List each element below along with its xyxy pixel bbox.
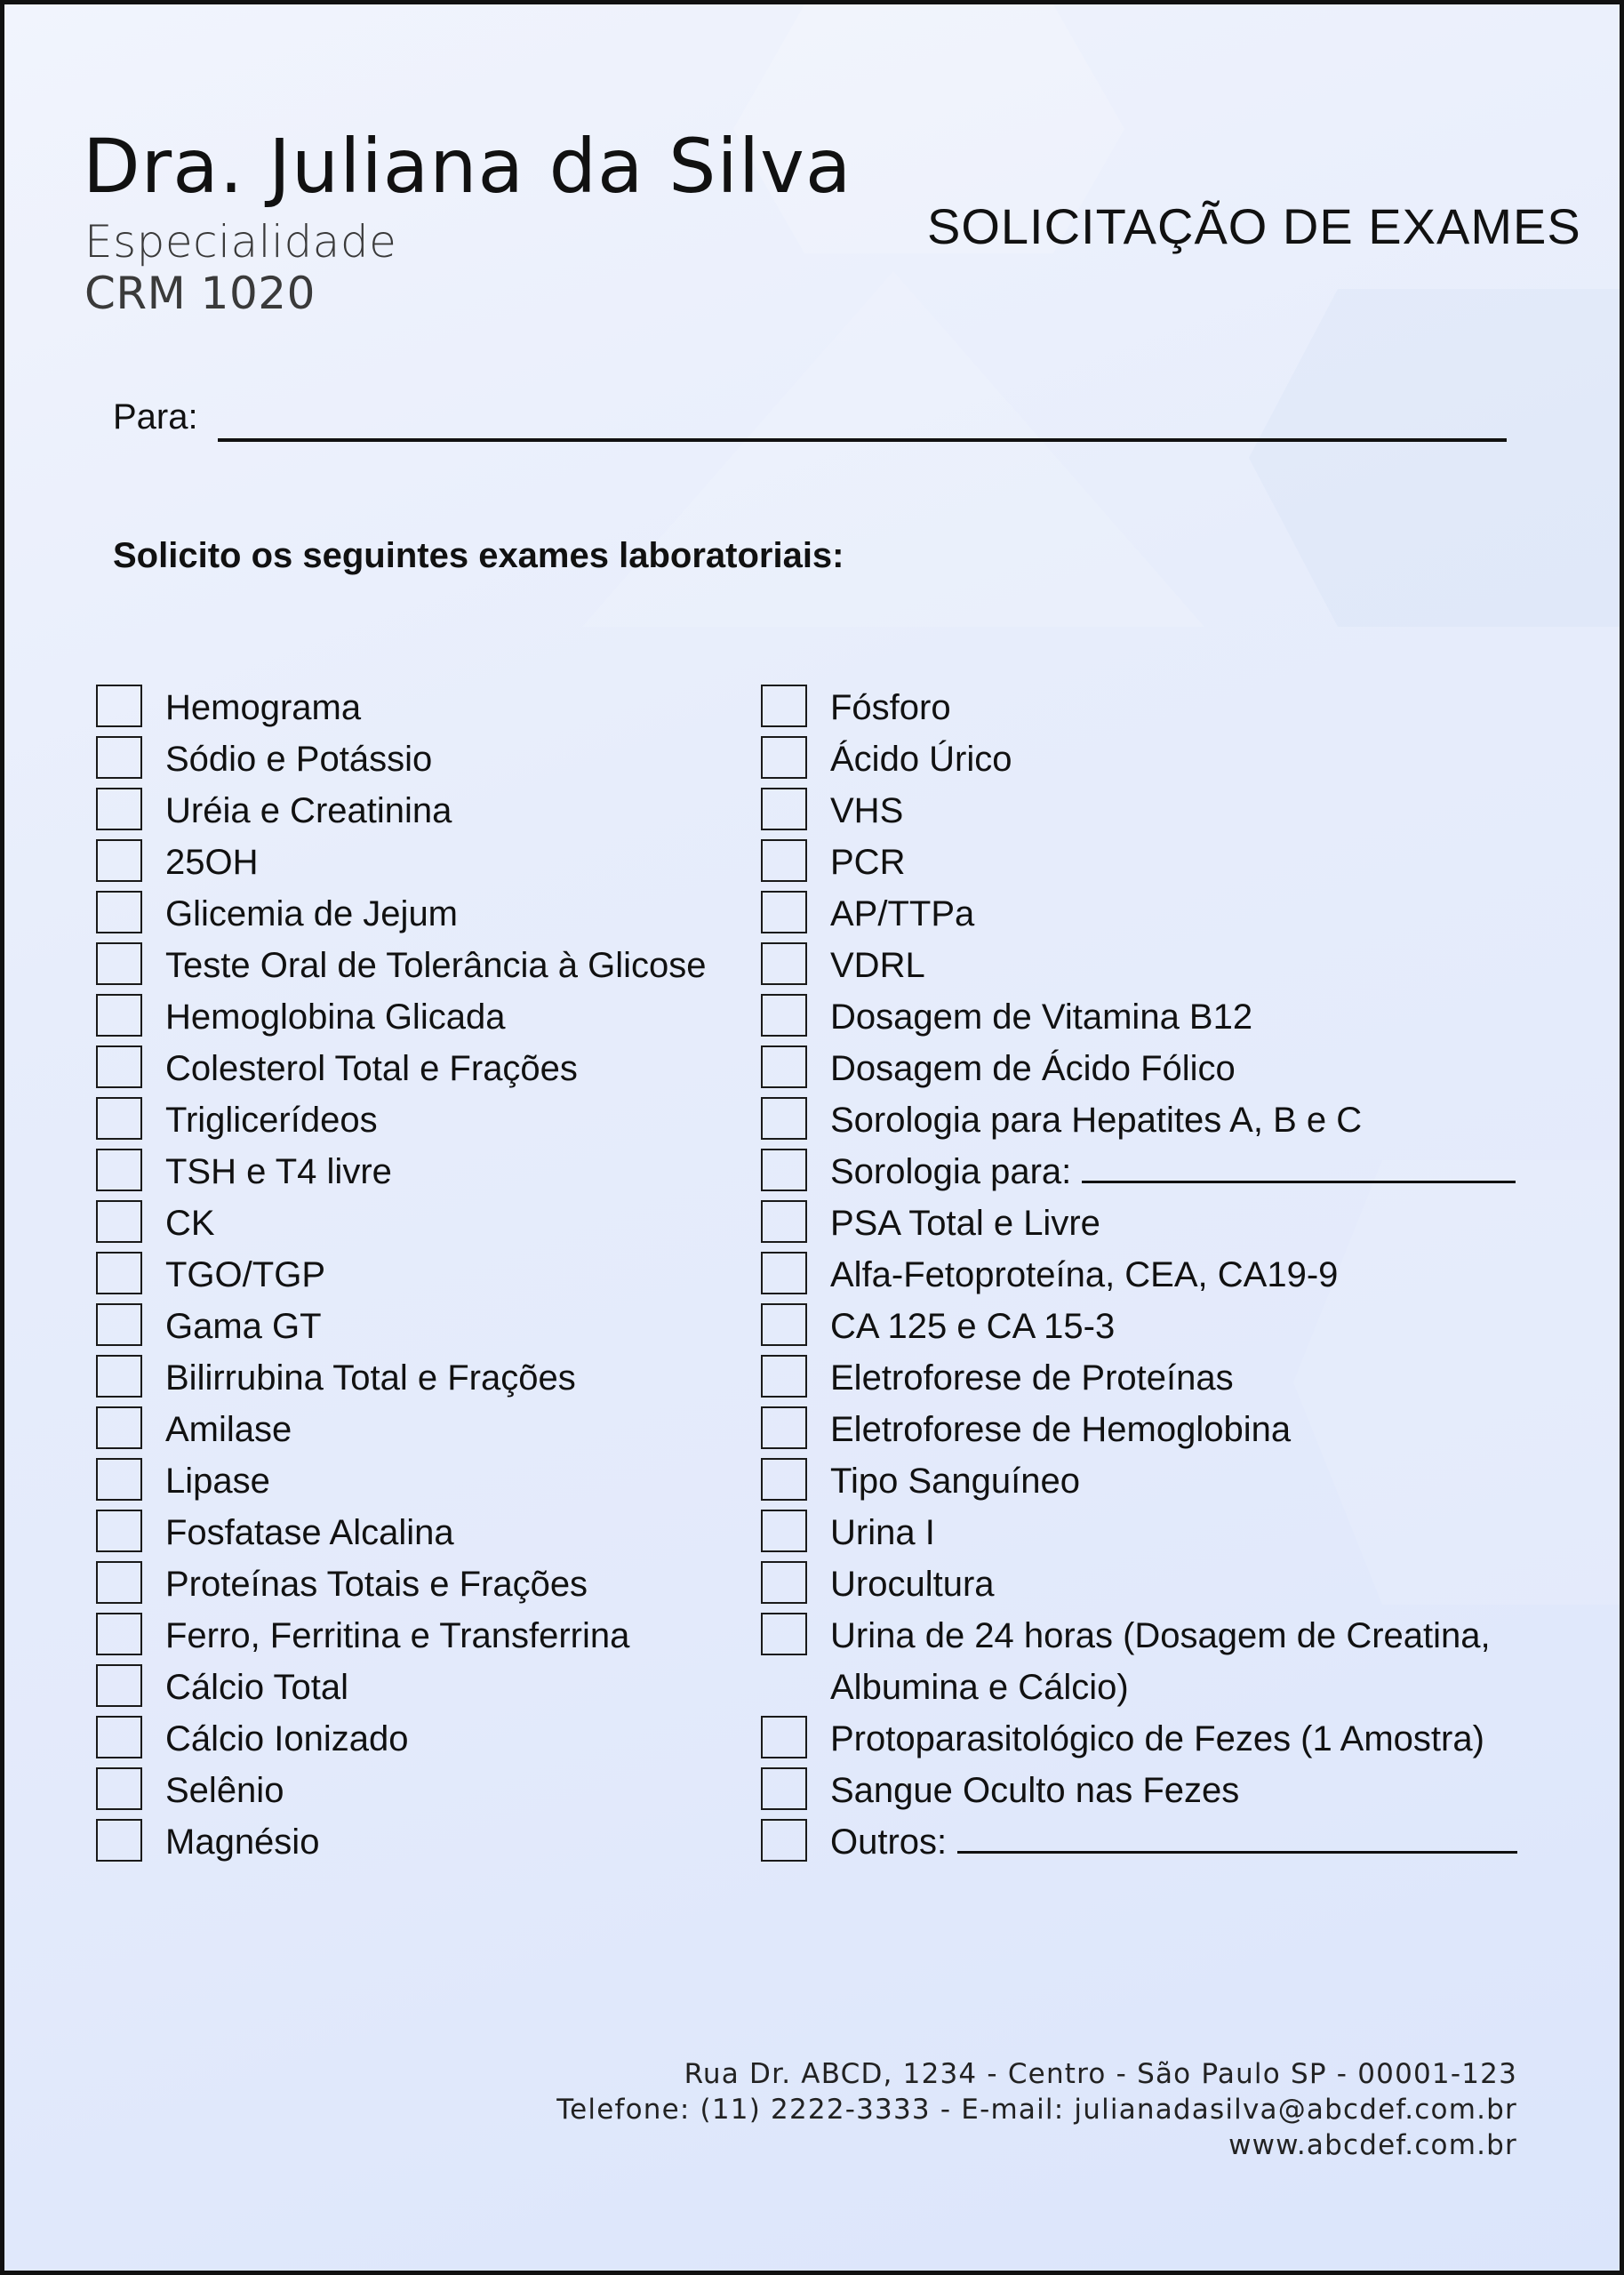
bg-hexagon-mid <box>1293 1160 1620 1605</box>
exam-checkbox[interactable] <box>761 1200 807 1243</box>
exam-checkbox[interactable] <box>761 1252 807 1294</box>
exam-label: Uréia e Creatinina <box>165 791 452 830</box>
exam-checkbox[interactable] <box>761 788 807 830</box>
exam-label: Gama GT <box>165 1307 322 1346</box>
exam-label: AP/TTPa <box>830 894 975 933</box>
exam-label: Urina I <box>830 1513 935 1552</box>
specialty: Especialidade <box>84 216 397 268</box>
exam-checkbox[interactable] <box>761 891 807 933</box>
exam-checkbox[interactable] <box>96 1149 142 1191</box>
exam-label: Cálcio Total <box>165 1668 349 1707</box>
exam-checkbox[interactable] <box>761 839 807 882</box>
exam-checkbox[interactable] <box>96 1664 142 1707</box>
exam-label: Eletroforese de Hemoglobina <box>830 1410 1292 1449</box>
exam-label: Urina de 24 horas (Dosagem de Creatina, <box>830 1616 1491 1655</box>
exam-checkbox[interactable] <box>96 1458 142 1501</box>
exam-label: Outros: <box>830 1822 948 1862</box>
exam-checkbox[interactable] <box>96 788 142 830</box>
exam-label: Hemograma <box>165 688 362 727</box>
exam-label: Lipase <box>165 1462 270 1501</box>
exam-label: Fosfatase Alcalina <box>165 1513 454 1552</box>
exam-checkbox[interactable] <box>761 1613 807 1655</box>
exam-checkbox[interactable] <box>761 1097 807 1140</box>
exam-checkbox[interactable] <box>761 1510 807 1552</box>
exam-label: Protoparasitológico de Fezes (1 Amostra) <box>830 1719 1484 1758</box>
exam-label: Colesterol Total e Frações <box>165 1049 578 1088</box>
exam-label: Glicemia de Jejum <box>165 894 459 933</box>
exam-label: Teste Oral de Tolerância à Glicose <box>165 946 707 985</box>
exam-label: Amilase <box>165 1410 292 1449</box>
recipient-row <box>113 396 1508 440</box>
exam-label: Tipo Sanguíneo <box>830 1462 1080 1501</box>
exam-checkbox[interactable] <box>761 685 807 727</box>
exam-checkbox[interactable] <box>96 1406 142 1449</box>
exam-label: Dosagem de Ácido Fólico <box>830 1049 1236 1088</box>
exam-checkbox[interactable] <box>96 1613 142 1655</box>
exam-checkbox[interactable] <box>761 1303 807 1346</box>
exam-label-with-blank <box>830 1146 1516 1198</box>
exam-label: TSH e T4 livre <box>165 1152 392 1191</box>
exam-checkbox[interactable] <box>96 891 142 933</box>
sorologia-other-field[interactable] <box>1082 1180 1516 1183</box>
exam-label: Fósforo <box>830 688 951 727</box>
exam-checkbox[interactable] <box>761 994 807 1037</box>
exam-label: Magnésio <box>165 1822 320 1862</box>
exam-label: Triglicerídeos <box>165 1101 378 1140</box>
exam-checkbox[interactable] <box>761 1767 807 1810</box>
exam-checkbox[interactable] <box>761 736 807 779</box>
exam-checkbox[interactable] <box>96 839 142 882</box>
exam-label: PSA Total e Livre <box>830 1204 1100 1243</box>
exam-label: Proteínas Totais e Frações <box>165 1565 588 1604</box>
exam-checkbox[interactable] <box>761 1458 807 1501</box>
exam-checkbox[interactable] <box>96 1045 142 1088</box>
exam-checkbox[interactable] <box>96 1303 142 1346</box>
exam-label: CK <box>165 1204 215 1243</box>
exam-label: Ácido Úrico <box>830 740 1012 779</box>
exam-checkbox[interactable] <box>96 1716 142 1758</box>
exam-checkbox[interactable] <box>761 1819 807 1862</box>
exam-checkbox[interactable] <box>96 942 142 985</box>
exam-label: VDRL <box>830 946 925 985</box>
recipient-label: Para: <box>113 397 198 437</box>
exam-checkbox[interactable] <box>96 1252 142 1294</box>
exam-checkbox[interactable] <box>761 1149 807 1191</box>
exam-label: Urocultura <box>830 1565 995 1604</box>
exam-label: Dosagem de Vitamina B12 <box>830 997 1253 1037</box>
exam-label: Sorologia para Hepatites A, B e C <box>830 1101 1363 1140</box>
exam-label: Bilirrubina Total e Frações <box>165 1358 576 1398</box>
footer-address: Rua Dr. ABCD, 1234 - Centro - São Paulo SP - 00001-123 <box>684 2058 1517 2090</box>
exam-label: Sorologia para: <box>830 1152 1072 1191</box>
exam-label: Selênio <box>165 1771 284 1810</box>
exam-checkbox[interactable] <box>761 942 807 985</box>
exam-checkbox[interactable] <box>761 1406 807 1449</box>
exam-label: CA 125 e CA 15-3 <box>830 1307 1116 1346</box>
footer-phone-email: Telefone: (11) 2222-3333 - E-mail: julianadasilva@abcdef.com.br <box>556 2094 1517 2126</box>
footer-contact <box>556 2056 1517 2163</box>
exam-checkbox[interactable] <box>761 1561 807 1604</box>
exam-checkbox[interactable] <box>96 1355 142 1398</box>
exam-label-with-blank <box>830 1816 1517 1868</box>
exam-label: VHS <box>830 791 904 830</box>
exam-label: Sódio e Potássio <box>165 740 433 779</box>
exam-checkbox[interactable] <box>96 1767 142 1810</box>
exam-checkbox[interactable] <box>761 1716 807 1758</box>
exam-label: Cálcio Ionizado <box>165 1719 409 1758</box>
exam-label-continuation: Albumina e Cálcio) <box>830 1668 1129 1707</box>
outros-field[interactable] <box>957 1850 1517 1854</box>
exam-label: Alfa-Fetoproteína, CEA, CA19-9 <box>830 1255 1339 1294</box>
exam-label: TGO/TGP <box>165 1255 325 1294</box>
exam-checkbox[interactable] <box>96 736 142 779</box>
exam-checkbox[interactable] <box>96 1819 142 1862</box>
exam-checkbox[interactable] <box>96 685 142 727</box>
exam-label: Eletroforese de Proteínas <box>830 1358 1234 1398</box>
recipient-field[interactable] <box>218 438 1507 442</box>
exam-checkbox[interactable] <box>761 1045 807 1088</box>
exam-label: 25OH <box>165 843 259 882</box>
footer-website: www.abcdef.com.br <box>1228 2129 1517 2161</box>
instruction-text: Solicito os seguintes exames laboratoriais: <box>113 536 844 575</box>
exam-label: Ferro, Ferritina e Transferrina <box>165 1616 630 1655</box>
exam-label: Sangue Oculto nas Fezes <box>830 1771 1240 1810</box>
exam-label: Hemoglobina Glicada <box>165 997 506 1037</box>
exam-checkbox[interactable] <box>96 1561 142 1604</box>
doctor-name: Dra. Juliana da Silva <box>83 123 852 210</box>
exam-checkbox[interactable] <box>96 994 142 1037</box>
crm-number: CRM 1020 <box>84 268 316 319</box>
exam-checkbox[interactable] <box>96 1200 142 1243</box>
exam-checkbox[interactable] <box>761 1355 807 1398</box>
exam-label: PCR <box>830 843 906 882</box>
exam-checkbox[interactable] <box>96 1097 142 1140</box>
form-title: SOLICITAÇÃO DE EXAMES <box>927 198 1581 254</box>
exam-checkbox[interactable] <box>96 1510 142 1552</box>
bg-hexagon-right <box>1249 289 1620 627</box>
